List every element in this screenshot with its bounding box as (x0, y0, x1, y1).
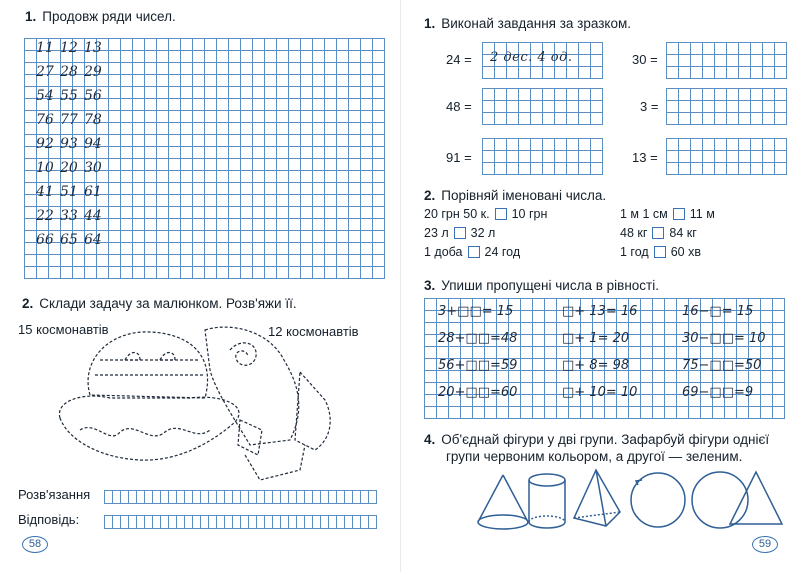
cone-shape[interactable] (478, 475, 528, 529)
right-task3-title: 3. Упиши пропущені числа в рівності. (424, 278, 659, 293)
number-value: 77 (60, 112, 78, 128)
number-value: 54 (36, 88, 54, 104)
number-value: 44 (84, 208, 102, 224)
equation[interactable]: □+ 8= 98 (562, 358, 630, 373)
equation[interactable]: 3+□□= 15 (438, 304, 514, 319)
number-value: 33 (60, 208, 78, 224)
number-value: 64 (84, 232, 102, 248)
solution-field[interactable] (104, 490, 377, 504)
equation[interactable]: 28+□□=48 (438, 331, 518, 346)
expr-13: 13 = (632, 150, 658, 165)
number-value: 94 (84, 136, 102, 152)
number-value: 93 (60, 136, 78, 152)
compare-box[interactable] (654, 246, 666, 258)
compare-box[interactable] (454, 227, 466, 239)
number-value: 29 (84, 64, 102, 80)
answer-grid-91[interactable] (482, 138, 603, 175)
answer-grid-30[interactable] (666, 42, 787, 79)
left-task1-title: 1. Продовж ряди чисел. (25, 9, 176, 24)
left-task2-title: 2. Склади задачу за малюнком. Розв'яжи її. (22, 296, 297, 311)
compare-row: 1 доба 24 год (424, 245, 521, 259)
equation[interactable]: □+ 10= 10 (562, 385, 638, 400)
number-value: 51 (60, 184, 78, 200)
sphere-shape[interactable] (631, 473, 685, 527)
number-value: 11 (36, 40, 54, 56)
rocket-shape (205, 327, 330, 480)
compare-box[interactable] (468, 246, 480, 258)
number-value: 41 (36, 184, 54, 200)
equation[interactable]: 30−□□= 10 (682, 331, 766, 346)
cylinder-shape[interactable] (529, 474, 565, 528)
solution-label: Розв'язання (18, 487, 91, 502)
number-value: 61 (84, 184, 102, 200)
number-value: 56 (84, 88, 102, 104)
answer-field[interactable] (104, 515, 377, 529)
right-task2-title: 2. Порівняй іменовані числа. (424, 188, 607, 203)
page-number-right: 59 (752, 536, 778, 553)
compare-row: 20 грн 50 к. 10 грн (424, 207, 548, 221)
number-value: 27 (36, 64, 54, 80)
number-value: 28 (60, 64, 78, 80)
right-task4-title: 4. Об'єднай фігури у дві групи. Зафарбуй фігури однієї (424, 432, 770, 447)
circle-shape[interactable] (692, 472, 748, 528)
compare-row: 1 год 60 хв (620, 245, 701, 259)
equation[interactable]: □+ 1= 20 (562, 331, 630, 346)
label-cosmonauts-left: 15 космонавтів (18, 322, 109, 337)
expr-91: 91 = (446, 150, 472, 165)
number-value: 92 (36, 136, 54, 152)
compare-box[interactable] (652, 227, 664, 239)
answer-grid-13[interactable] (666, 138, 787, 175)
compare-box[interactable] (673, 208, 685, 220)
compare-row: 23 л 32 л (424, 226, 496, 240)
equation[interactable]: 56+□□=59 (438, 358, 518, 373)
compare-row: 48 кг 84 кг (620, 226, 697, 240)
equation[interactable]: 16−□= 15 (682, 304, 754, 319)
right-task1-title: 1. Виконай завдання за зразком. (424, 16, 631, 31)
triangle-shape[interactable] (730, 472, 782, 524)
number-value: 12 (60, 40, 78, 56)
expr-48: 48 = (446, 99, 472, 114)
right-task4-title-line2: групи червоним кольором, а другої — зеленим. (446, 449, 743, 464)
sample-answer: 2 дес. 4 од. (490, 50, 573, 65)
answer-label: Відповідь: (18, 512, 80, 527)
number-value: 20 (60, 160, 78, 176)
number-value: 22 (36, 208, 54, 224)
number-value: 10 (36, 160, 54, 176)
equation[interactable]: 20+□□=60 (438, 385, 518, 400)
label-cosmonauts-right: 12 космонавтів (268, 324, 359, 339)
pyramid-shape[interactable] (574, 470, 620, 526)
equation[interactable]: 69−□□=9 (682, 385, 754, 400)
shapes-area (400, 460, 800, 540)
number-value: 13 (84, 40, 102, 56)
expr-24: 24 = (446, 52, 472, 67)
equation[interactable]: 75−□□=50 (682, 358, 762, 373)
number-value: 78 (84, 112, 102, 128)
number-value: 76 (36, 112, 54, 128)
expr-30: 30 = (632, 52, 658, 67)
expr-3: 3 = (640, 99, 659, 114)
compare-box[interactable] (495, 208, 507, 220)
ufo-shape (59, 332, 239, 460)
answer-grid-48[interactable] (482, 88, 603, 125)
number-value: 66 (36, 232, 54, 248)
answer-grid-3[interactable] (666, 88, 787, 125)
number-value: 30 (84, 160, 102, 176)
page-number-left: 58 (22, 536, 48, 553)
number-value: 55 (60, 88, 78, 104)
number-value: 65 (60, 232, 78, 248)
equation[interactable]: □+ 13= 16 (562, 304, 638, 319)
compare-row: 1 м 1 см 11 м (620, 207, 715, 221)
